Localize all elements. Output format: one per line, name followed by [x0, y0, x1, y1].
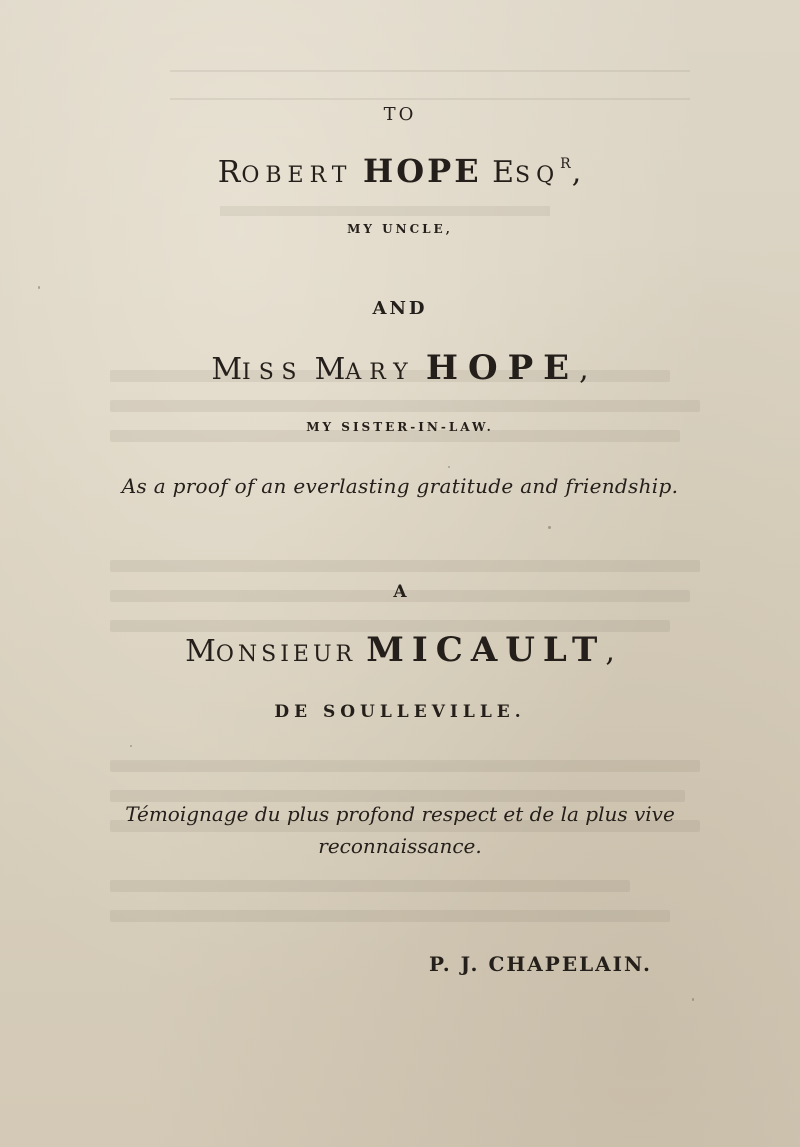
surname: MICAULT	[366, 630, 606, 670]
show-through-line	[110, 880, 630, 892]
trailing-comma: ,	[571, 155, 583, 190]
dedicatee-mary-hope	[0, 348, 800, 388]
dedicatee-micault	[0, 630, 800, 670]
title-superscript: R	[560, 156, 572, 172]
name-initial: R	[217, 155, 242, 190]
dedicatee-robert-hope	[0, 152, 800, 190]
relation-sister-in-law: MY SISTER-IN-LAW.	[306, 420, 494, 434]
trailing-comma: ,	[579, 352, 589, 387]
paper-speck	[130, 745, 132, 747]
name-rest: OBERT	[241, 163, 353, 188]
show-through-line	[110, 910, 670, 922]
dedication-to: TO	[383, 104, 417, 125]
show-through-line	[110, 790, 685, 802]
surname: HOPE	[363, 152, 482, 190]
miss-initial: M	[211, 352, 243, 387]
surname: HOPE	[425, 348, 580, 388]
temoignage-line-1: Témoignage du plus profond respect et de la plus vive	[125, 802, 675, 826]
place-soulleville: DE SOULLEVILLE.	[274, 702, 526, 722]
trailing-comma: ,	[605, 634, 615, 669]
conjunction-and: AND	[372, 298, 428, 319]
relation-uncle: MY UNCLE,	[347, 222, 453, 236]
show-through-line	[110, 560, 700, 572]
title-initial: M	[185, 634, 216, 669]
show-through-line	[110, 760, 700, 772]
gratitude-line: As a proof of an everlasting gratitude and friendship.	[121, 474, 679, 498]
show-through-title	[170, 70, 690, 100]
paper-speck	[38, 286, 40, 289]
title-rest: ONSIEUR	[215, 642, 357, 667]
paper-speck	[548, 526, 551, 529]
french-to: A	[393, 582, 407, 602]
title-rest: SQ	[515, 163, 561, 188]
given-initial: M	[314, 352, 346, 387]
show-through-line	[110, 400, 700, 412]
title-initial: E	[492, 155, 516, 190]
author-signature: P. J. CHAPELAIN.	[428, 952, 652, 976]
paper-speck	[448, 466, 450, 468]
given-rest: ARY	[345, 360, 416, 385]
paper-speck	[692, 998, 694, 1001]
temoignage-line-2: reconnaissance.	[318, 834, 482, 858]
miss-rest: ISS	[242, 360, 305, 385]
